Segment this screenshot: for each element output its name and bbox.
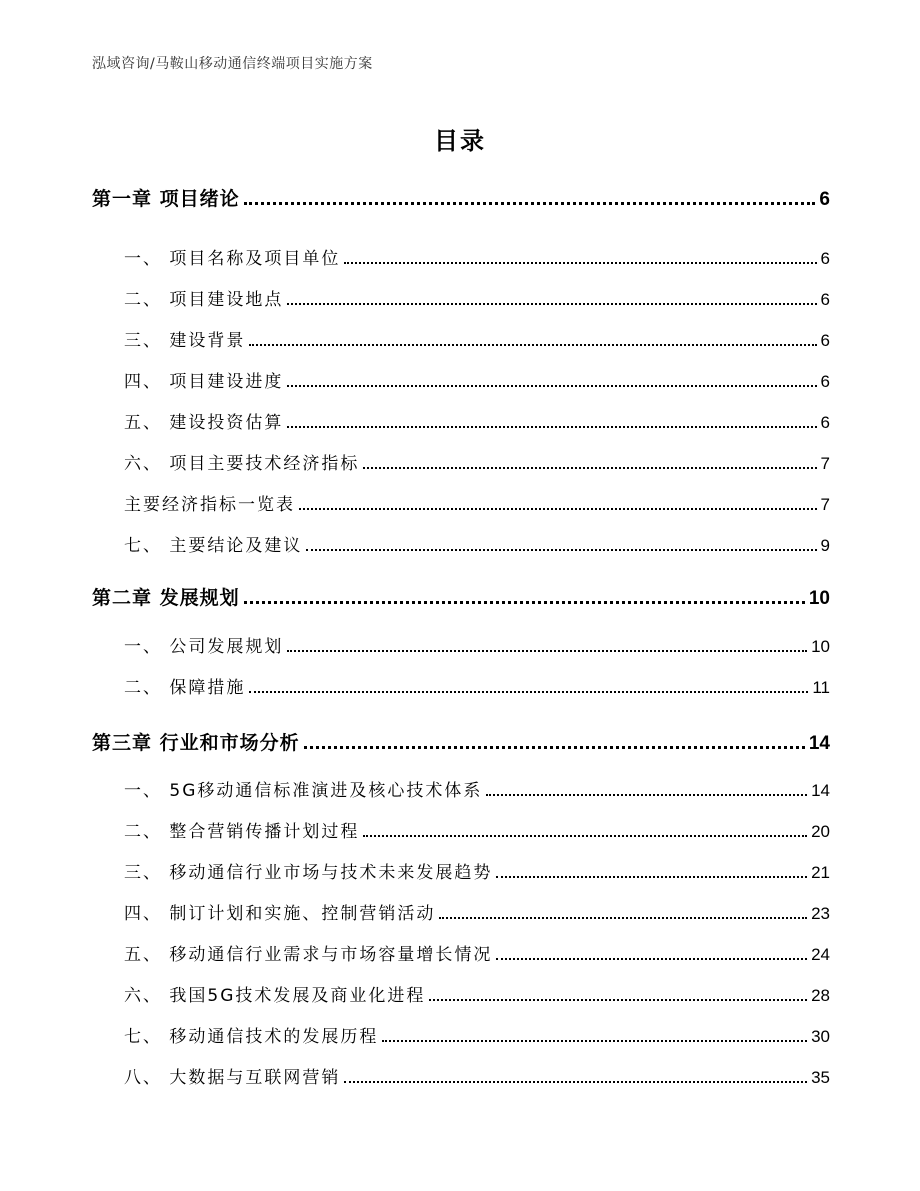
toc-dot-leader	[496, 875, 807, 878]
toc-page-number: 14	[808, 733, 830, 754]
toc-dot-leader	[363, 834, 807, 837]
toc-section-entry[interactable]	[124, 532, 830, 556]
toc-page-number: 11	[812, 678, 830, 697]
toc-entry-label: 主要经济指标一览表	[124, 495, 295, 515]
toc-section-entry[interactable]	[124, 409, 830, 433]
toc-page-number: 23	[811, 904, 830, 923]
toc-dot-leader	[439, 916, 807, 919]
toc-section-entry[interactable]	[124, 327, 830, 351]
toc-section-entry[interactable]	[124, 818, 830, 842]
toc-section-entry[interactable]	[124, 674, 830, 698]
toc-dot-leader	[306, 548, 816, 551]
toc-section-entry[interactable]	[124, 859, 830, 883]
toc-page-number: 7	[820, 454, 830, 473]
toc-dot-leader	[249, 690, 808, 693]
toc-page-number: 6	[820, 372, 830, 391]
toc-dot-leader	[287, 302, 816, 305]
toc-dot-leader	[344, 1080, 807, 1083]
toc-chapter-entry[interactable]	[92, 183, 830, 211]
toc-entry-label: 第一章 项目绪论	[92, 188, 240, 210]
toc-section-entry[interactable]	[124, 777, 830, 801]
toc-entry-label: 七、 移动通信技术的发展历程	[124, 1027, 379, 1047]
toc-dot-leader	[249, 343, 816, 346]
running-header: 泓域咨询/马鞍山移动通信终端项目实施方案	[92, 56, 373, 72]
toc-section-entry[interactable]	[124, 245, 830, 269]
toc-dot-leader	[299, 507, 817, 510]
toc-page-number: 35	[811, 1068, 830, 1087]
toc-entry-label: 二、 项目建设地点	[124, 290, 284, 310]
toc-entry-label: 第二章 发展规划	[92, 587, 240, 609]
toc-dot-leader	[344, 261, 816, 264]
toc-section-entry[interactable]	[124, 368, 830, 392]
toc-page-number: 14	[811, 781, 830, 800]
toc-page-number: 10	[808, 588, 830, 609]
toc-page-number: 28	[811, 986, 830, 1005]
toc-entry-label: 二、 整合营销传播计划过程	[124, 822, 360, 842]
toc-entry-label: 一、 项目名称及项目单位	[124, 249, 341, 269]
toc-entry-label: 六、 项目主要技术经济指标	[124, 454, 360, 474]
toc-page-number: 21	[811, 863, 830, 882]
toc-dot-leader	[429, 998, 807, 1001]
toc-section-entry[interactable]	[124, 450, 830, 474]
toc-section-entry[interactable]	[124, 633, 830, 657]
toc-dot-leader	[304, 745, 805, 749]
toc-page-number: 6	[820, 413, 830, 432]
toc-page-number: 10	[811, 637, 830, 656]
toc-chapter-entry[interactable]	[92, 727, 830, 755]
toc-section-entry[interactable]	[124, 1064, 830, 1088]
toc-dot-leader	[287, 384, 816, 387]
toc-section-entry[interactable]	[124, 900, 830, 924]
toc-page-number: 9	[820, 536, 830, 555]
toc-dot-leader	[363, 466, 816, 469]
toc-dot-leader	[382, 1039, 807, 1042]
toc-entry-label: 一、 公司发展规划	[124, 637, 284, 657]
toc-section-entry[interactable]	[124, 982, 830, 1006]
toc-entry-label: 三、 建设背景	[124, 331, 246, 351]
toc-entry-label: 八、 大数据与互联网营销	[124, 1068, 341, 1088]
toc-section-entry[interactable]	[124, 1023, 830, 1047]
toc-entry-label: 七、 主要结论及建议	[124, 536, 303, 556]
toc-section-entry[interactable]	[124, 941, 830, 965]
toc-dot-leader	[486, 793, 807, 796]
toc-page-number: 6	[820, 249, 830, 268]
toc-dot-leader	[244, 201, 816, 205]
toc-chapter-entry[interactable]	[92, 582, 830, 610]
toc-entry-label: 第三章 行业和市场分析	[92, 732, 300, 754]
toc-section-entry[interactable]	[124, 491, 830, 515]
toc-dot-leader	[244, 600, 805, 604]
toc-page-number: 6	[820, 290, 830, 309]
toc-entry-label: 二、 保障措施	[124, 678, 246, 698]
toc-entry-label: 六、 我国5G技术发展及商业化进程	[124, 986, 426, 1006]
toc-page-number: 7	[820, 495, 830, 514]
toc-page-number: 20	[811, 822, 830, 841]
toc-entry-label: 三、 移动通信行业市场与技术未来发展趋势	[124, 863, 493, 883]
toc-entry-label: 一、 5G移动通信标准演进及核心技术体系	[124, 781, 483, 801]
toc-page-number: 30	[811, 1027, 830, 1046]
toc-dot-leader	[287, 649, 807, 652]
toc-entry-label: 四、 项目建设进度	[124, 372, 284, 392]
toc-page-number: 6	[819, 189, 830, 210]
toc-entry-label: 五、 移动通信行业需求与市场容量增长情况	[124, 945, 493, 965]
toc-page-number: 24	[811, 945, 830, 964]
toc-dot-leader	[287, 425, 816, 428]
toc-dot-leader	[496, 957, 807, 960]
toc-entry-label: 四、 制订计划和实施、控制营销活动	[124, 904, 436, 924]
toc-page-number: 6	[820, 331, 830, 350]
toc-section-entry[interactable]	[124, 286, 830, 310]
toc-entry-label: 五、 建设投资估算	[124, 413, 284, 433]
page-title: 目录	[434, 127, 486, 155]
